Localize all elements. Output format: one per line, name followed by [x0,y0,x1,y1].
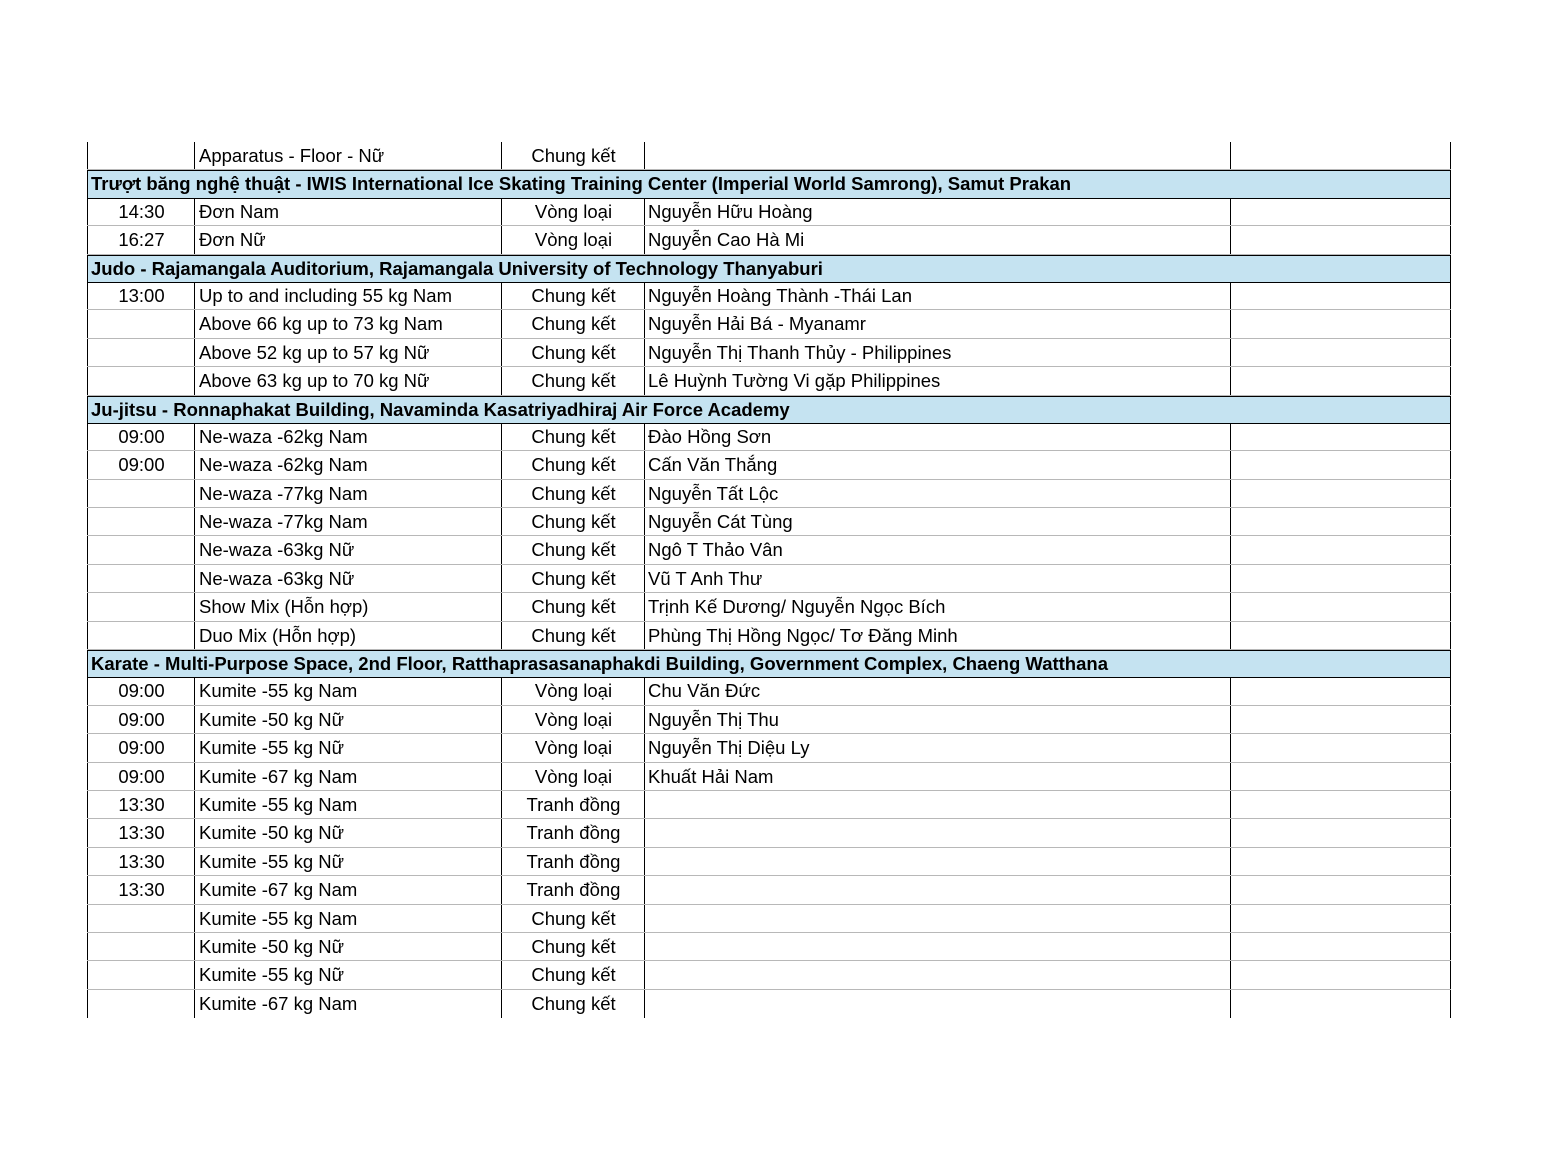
athletes-cell [644,791,1231,818]
round-cell: Tranh đồng [501,876,645,903]
time-cell [87,480,195,507]
round-cell: Vòng loại [501,226,645,253]
athletes-cell: Nguyễn Thị Thanh Thủy - Philippines [644,339,1231,366]
event-cell: Đơn Nữ [194,226,502,253]
table-row [87,367,1451,395]
table-row [87,734,1451,762]
round-cell: Chung kết [501,622,645,649]
section-header: Judo - Rajamangala Auditorium, Rajamangala University of Technology Thanyaburi [87,255,1451,283]
section-header: Karate - Multi-Purpose Space, 2nd Floor, Ratthaprasasanaphakdi Building, Government Complex, Chaeng Watthana [87,650,1451,678]
event-cell: Ne-waza -63kg Nữ [194,536,502,563]
round-cell: Vòng loại [501,734,645,761]
time-cell: 09:00 [87,451,195,478]
time-cell [87,593,195,620]
note-cell [1230,961,1451,988]
round-cell: Chung kết [501,423,645,450]
note-cell [1230,451,1451,478]
round-cell: Vòng loại [501,677,645,704]
round-cell: Chung kết [501,508,645,535]
table-row [87,706,1451,734]
time-cell [87,905,195,932]
time-cell [87,339,195,366]
athletes-cell: Nguyễn Hoàng Thành -Thái Lan [644,282,1231,309]
round-cell: Chung kết [501,451,645,478]
event-cell: Ne-waza -77kg Nam [194,480,502,507]
section-header: Ju-jitsu - Ronnaphakat Building, Navaminda Kasatriyadhiraj Air Force Academy [87,396,1451,424]
note-cell [1230,990,1451,1018]
event-cell: Kumite -55 kg Nữ [194,848,502,875]
athletes-cell: Đào Hồng Sơn [644,423,1231,450]
athletes-cell: Nguyễn Thị Diệu Ly [644,734,1231,761]
athletes-cell: Chu Văn Đức [644,677,1231,704]
athletes-cell: Khuất Hải Nam [644,763,1231,790]
round-cell: Tranh đồng [501,848,645,875]
table-row [87,848,1451,876]
round-cell: Chung kết [501,339,645,366]
round-cell: Chung kết [501,961,645,988]
event-cell: Ne-waza -63kg Nữ [194,565,502,592]
round-cell: Vòng loại [501,763,645,790]
note-cell [1230,763,1451,790]
athletes-cell [644,876,1231,903]
time-cell [87,990,195,1018]
table-row [87,310,1451,338]
athletes-cell [644,933,1231,960]
note-cell [1230,226,1451,253]
note-cell [1230,423,1451,450]
section-header: Trượt băng nghệ thuật - IWIS International Ice Skating Training Center (Imperial World Samrong), Samut Prakan [87,170,1451,198]
time-cell: 09:00 [87,706,195,733]
time-cell: 09:00 [87,677,195,704]
table-row [87,593,1451,621]
table-row [87,198,1451,226]
note-cell [1230,593,1451,620]
table-row [87,990,1451,1018]
time-cell: 16:27 [87,226,195,253]
round-cell: Vòng loại [501,706,645,733]
note-cell [1230,706,1451,733]
time-cell: 14:30 [87,198,195,225]
time-cell: 09:00 [87,423,195,450]
athletes-cell: Nguyễn Cát Tùng [644,508,1231,535]
round-cell: Chung kết [501,142,645,169]
round-cell: Chung kết [501,593,645,620]
time-cell: 13:30 [87,819,195,846]
athletes-cell: Cấn Văn Thắng [644,451,1231,478]
table-row [87,508,1451,536]
schedule-table [87,142,1451,1018]
event-cell: Apparatus - Floor - Nữ [194,142,502,169]
time-cell [87,536,195,563]
time-cell: 13:30 [87,876,195,903]
event-cell: Kumite -67 kg Nam [194,990,502,1018]
time-cell [87,508,195,535]
event-cell: Up to and including 55 kg Nam [194,282,502,309]
athletes-cell [644,990,1231,1018]
athletes-cell: Ngô T Thảo Vân [644,536,1231,563]
note-cell [1230,508,1451,535]
time-cell: 09:00 [87,734,195,761]
table-row [87,339,1451,367]
athletes-cell [644,905,1231,932]
note-cell [1230,622,1451,649]
event-cell: Above 63 kg up to 70 kg Nữ [194,367,502,394]
note-cell [1230,565,1451,592]
round-cell: Chung kết [501,310,645,337]
event-cell: Kumite -50 kg Nữ [194,819,502,846]
round-cell: Chung kết [501,565,645,592]
athletes-cell [644,142,1231,169]
note-cell [1230,848,1451,875]
note-cell [1230,536,1451,563]
table-row [87,536,1451,564]
table-row [87,226,1451,254]
time-cell [87,367,195,394]
note-cell [1230,339,1451,366]
athletes-cell: Vũ T Anh Thư [644,565,1231,592]
event-cell: Duo Mix (Hỗn hợp) [194,622,502,649]
event-cell: Kumite -55 kg Nam [194,791,502,818]
round-cell: Tranh đồng [501,791,645,818]
note-cell [1230,791,1451,818]
athletes-cell: Trịnh Kế Dương/ Nguyễn Ngọc Bích [644,593,1231,620]
round-cell: Chung kết [501,367,645,394]
time-cell [87,565,195,592]
event-cell: Kumite -67 kg Nam [194,876,502,903]
note-cell [1230,933,1451,960]
event-cell: Above 52 kg up to 57 kg Nữ [194,339,502,366]
athletes-cell: Nguyễn Hữu Hoàng [644,198,1231,225]
table-row [87,905,1451,933]
athletes-cell: Nguyễn Cao Hà Mi [644,226,1231,253]
round-cell: Chung kết [501,905,645,932]
event-cell: Kumite -55 kg Nữ [194,734,502,761]
athletes-cell [644,848,1231,875]
athletes-cell [644,819,1231,846]
event-cell: Kumite -55 kg Nam [194,905,502,932]
note-cell [1230,310,1451,337]
table-row [87,876,1451,904]
time-cell [87,961,195,988]
athletes-cell [644,961,1231,988]
event-cell: Show Mix (Hỗn hợp) [194,593,502,620]
note-cell [1230,198,1451,225]
table-row [87,282,1451,310]
time-cell [87,622,195,649]
note-cell [1230,876,1451,903]
event-cell: Kumite -67 kg Nam [194,763,502,790]
athletes-cell: Lê Huỳnh Tường Vi gặp Philippines [644,367,1231,394]
athletes-cell: Nguyễn Hải Bá - Myanamr [644,310,1231,337]
round-cell: Tranh đồng [501,819,645,846]
table-row [87,791,1451,819]
round-cell: Chung kết [501,282,645,309]
event-cell: Ne-waza -62kg Nam [194,423,502,450]
table-row [87,423,1451,451]
table-row [87,763,1451,791]
event-cell: Above 66 kg up to 73 kg Nam [194,310,502,337]
round-cell: Chung kết [501,933,645,960]
round-cell: Chung kết [501,480,645,507]
note-cell [1230,677,1451,704]
note-cell [1230,734,1451,761]
athletes-cell: Phùng Thị Hồng Ngọc/ Tơ Đăng Minh [644,622,1231,649]
time-cell [87,142,195,169]
time-cell: 13:30 [87,791,195,818]
note-cell [1230,367,1451,394]
athletes-cell: Nguyễn Thị Thu [644,706,1231,733]
round-cell: Chung kết [501,536,645,563]
event-cell: Kumite -55 kg Nữ [194,961,502,988]
event-cell: Đơn Nam [194,198,502,225]
time-cell: 13:00 [87,282,195,309]
event-cell: Kumite -50 kg Nữ [194,933,502,960]
note-cell [1230,142,1451,169]
table-row [87,622,1451,650]
athletes-cell: Nguyễn Tất Lộc [644,480,1231,507]
time-cell: 09:00 [87,763,195,790]
table-row [87,565,1451,593]
time-cell: 13:30 [87,848,195,875]
table-row [87,677,1451,705]
note-cell [1230,905,1451,932]
event-cell: Ne-waza -62kg Nam [194,451,502,478]
time-cell [87,933,195,960]
time-cell [87,310,195,337]
note-cell [1230,480,1451,507]
event-cell: Ne-waza -77kg Nam [194,508,502,535]
table-row [87,142,1451,170]
event-cell: Kumite -50 kg Nữ [194,706,502,733]
note-cell [1230,282,1451,309]
table-row [87,451,1451,479]
event-cell: Kumite -55 kg Nam [194,677,502,704]
table-row [87,819,1451,847]
round-cell: Vòng loại [501,198,645,225]
note-cell [1230,819,1451,846]
round-cell: Chung kết [501,990,645,1018]
table-row [87,961,1451,989]
table-row [87,933,1451,961]
table-row [87,480,1451,508]
